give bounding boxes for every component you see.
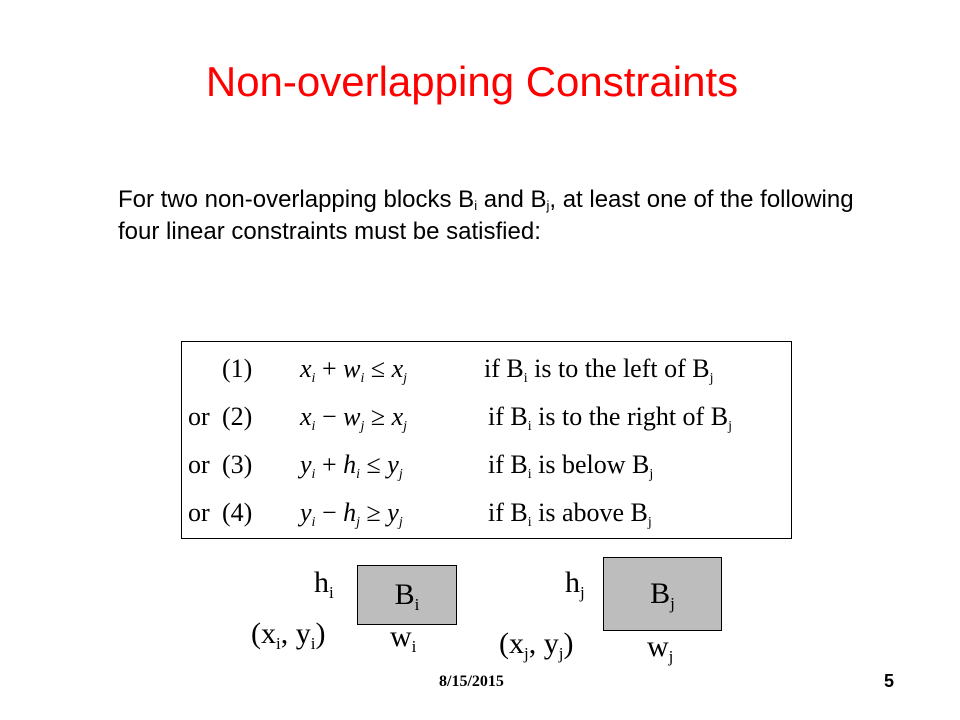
constraint-number: (4) — [222, 498, 253, 527]
constraint-equation: $x_i - w_j \ge x_j$ — [300, 402, 408, 434]
intro-sub-i: i — [474, 198, 478, 213]
constraints-box — [181, 341, 792, 539]
constraint-row-3 — [182, 442, 793, 490]
block-bi — [357, 565, 457, 625]
width-label-wj: $w_j$ — [647, 630, 674, 666]
constraint-condition: if $B_i$ is to the right of $B_j$ — [488, 402, 732, 434]
height-label-hi: $h_i$ — [314, 566, 334, 602]
intro-sub-j: j — [546, 198, 550, 213]
constraint-prefix: or — [188, 450, 210, 479]
constraint-row-2 — [182, 394, 793, 442]
block-bj — [603, 557, 722, 631]
slide-title: Non-overlapping Constraints — [205, 58, 739, 105]
constraint-row-1 — [182, 346, 793, 394]
footer-date: 8/15/2015 — [439, 673, 504, 690]
constraint-condition: if $B_i$ is to the left of $B_j$ — [484, 354, 714, 386]
intro-text — [118, 184, 878, 248]
intro-part2: and B — [477, 186, 547, 213]
constraint-number: (3) — [222, 450, 253, 479]
block-bj-label: $B_j$ — [650, 577, 675, 613]
block-bi-label: $B_i$ — [394, 578, 420, 614]
width-label-wi: $w_i$ — [390, 620, 417, 656]
coord-label-i: ($x_i$, $y_i$) — [251, 617, 326, 653]
intro-part1: For two non-overlapping blocks B — [118, 186, 475, 213]
constraint-number: (1) — [222, 354, 253, 383]
constraint-number: (2) — [222, 402, 253, 431]
constraint-equation: $x_i + w_i \le x_j$ — [300, 354, 408, 386]
constraint-condition: if $B_i$ is below $B_j$ — [488, 450, 654, 482]
constraint-equation: $y_i - h_j \ge y_j$ — [300, 498, 403, 530]
height-label-hj: $h_j$ — [565, 566, 585, 602]
coord-label-j: ($x_j$, $y_j$) — [499, 627, 574, 663]
intro-part3: , at least one of the following four linear constraints must be satisfied: — [118, 186, 854, 245]
constraint-condition: if $B_i$ is above $B_j$ — [488, 498, 652, 530]
constraint-row-4 — [182, 490, 793, 538]
constraint-prefix: or — [188, 402, 210, 431]
page-number: 5 — [884, 671, 895, 691]
constraint-equation: $y_i + h_i \le y_j$ — [300, 450, 403, 482]
constraint-prefix: or — [188, 498, 210, 527]
